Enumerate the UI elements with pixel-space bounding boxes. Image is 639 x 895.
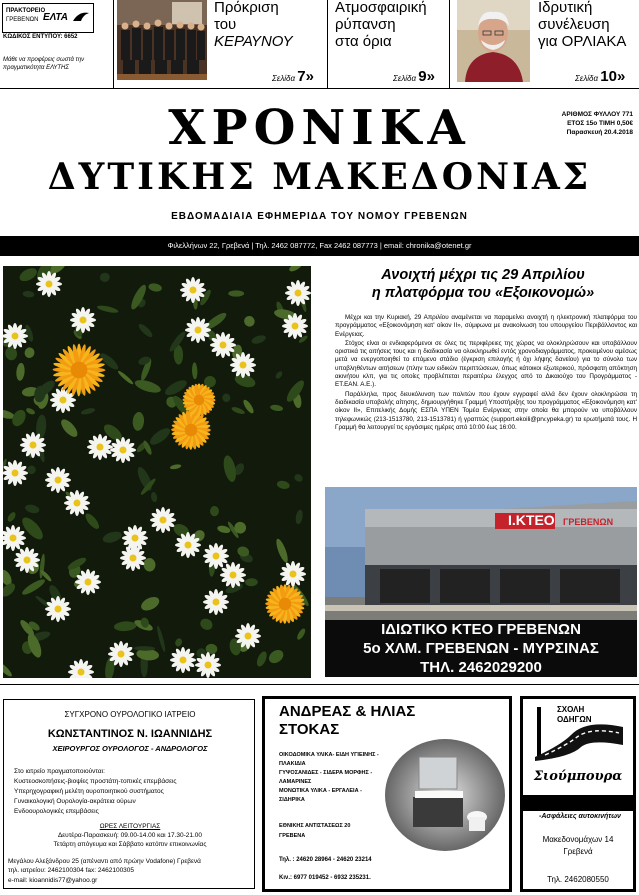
issue-date: Παρασκευή 20.4.2018 (566, 129, 633, 136)
store-name: ΑΝΔΡΕΑΣ & ΗΛΙΑΣ (279, 703, 416, 720)
page-arrow: » (616, 68, 626, 85)
school-owner: Σιούμπουρα (533, 769, 623, 784)
page-label: Σελίδα (575, 74, 599, 83)
services-intro: Στο ιατρείο πραγματοποιούνται: (14, 768, 105, 775)
service-item: Υπερηχογραφική μελέτη ουροποιητικού συστήματος (14, 788, 164, 795)
school-phone: Τηλ. 2462080550 (547, 875, 609, 884)
teaser-line: του (214, 16, 237, 33)
team-photo (117, 0, 207, 80)
headline-line: Ανοιχτή μέχρι τις 29 Απριλίου (381, 267, 585, 283)
goods-item: ΠΛΑΚΙΔΙΑ (279, 761, 306, 767)
clinic-address: Μεγάλου Αλεξάνδρου 25 (απέναντι από πρώην Vodafone) Γρεβενά (8, 858, 201, 865)
school-city: Γρεβενά (563, 847, 593, 856)
page-number: 9 (418, 68, 427, 85)
elta-bird-icon (71, 7, 91, 27)
teaser-line: Ατμοσφαιρική (335, 0, 427, 16)
ktco-ad[interactable] (325, 487, 637, 677)
flowers-illustration (3, 266, 311, 678)
motto: Μάθε να προφέρεις σωστά την πραγματικότητα ΕΛΥΤΗΣ (3, 57, 85, 71)
ad-heading: ΣΥΓΧΡΟΝΟ ΟΥΡΟΛΟΓΙΚΟ ΙΑΤΡΕΙΟ (64, 710, 196, 719)
insurance-line: -Ασφάλειες αυτοκινήτων (539, 813, 621, 820)
teaser-keravnos[interactable] (214, 0, 324, 50)
doctor-title: ΧΕΙΡΟΥΡΓΟΣ ΟΥΡΟΛΟΓΟΣ - ΑΝΔΡΟΛΟΓΟΣ (52, 744, 208, 753)
masthead-tagline: ΕΒΔΟΜΑΔΙΑΙΑ ΕΦΗΜΕΡΙΔΑ ΤΟΥ ΝΟΜΟΥ ΓΡΕΒΕΝΩΝ (171, 211, 468, 222)
goods-list (279, 751, 389, 805)
goods-item: ΟΙΚΟΔΟΜΙΚΑ ΥΛΙΚΑ- ΕΙΔΗ ΥΓΙΕΙΝΗΣ - (279, 752, 379, 758)
teaser-line: συνέλευση (538, 16, 610, 33)
clinic-email: e-mail: kioannidis77@yahoo.gr (8, 877, 98, 884)
goods-item: ΣΙΔΗΡΙΚΑ (279, 797, 305, 803)
service-item: Κυστεοσκοπήσεις-βιοψίες προστάτη-τοπικές επεμβάσεις (14, 778, 177, 785)
store-mobile: Κιν.: 6977 019452 - 6932 235231. (279, 875, 371, 881)
elta-brand: ΕΛΤΑ (43, 12, 69, 23)
story-paragraph: Στόχος είναι οι ενδιαφερόμενοι σε όλες τις περιφέρειες της χώρας να ολοκληρώσουν και υποβάλλουν οριστικά τις αιτήσεις τους και η διαδικασία να ολοκληρωθεί εντός χρονοδιαγράμματος, προκειμένου αμέσως μετά να ενεργοποιηθεί το επόμενο στάδιο (έγκριση επιλογής ή όχι λήψης δανείου) για το σύνολο των υποβληθέντων αιτήσεων (πλην των ειδικών περιπτώσεων, όπως κάτοικοι εξωτερικού, πρόσφατη απόκτηση ακινήτου κλπ, για τις οποίες προβλέπεται περαιτέρω έλεγχος από το Δικαιούχο του Προγράμματος - ΕΤ.ΕΑΝ. Α.Ε.). (335, 339, 637, 389)
store-address: ΕΘΝΙΚΗΣ ΑΝΤΙΣΤΑΣΕΩΣ 20 (279, 823, 351, 829)
teaser-line: ρύπανση (335, 16, 396, 33)
urology-ad[interactable] (3, 699, 255, 889)
teaser-page-ref[interactable] (575, 68, 625, 85)
service-item: Ενδοουρολογικές επεμβάσεις (14, 808, 99, 815)
teaser-line: για ΟΡΛΙΑΚΑ (538, 33, 627, 50)
ktco-phone: ΤΗΛ. 2462029200 (420, 659, 542, 676)
address-bar: Φιλελλήνων 22, Γρεβενά | Τηλ. 2462 087772, Fax 2462 087773 | email: chronika@otenet.gr (0, 236, 639, 256)
ktco-address: 5ο ΧΛΜ. ΓΡΕΒΕΝΩΝ - ΜΥΡΣΙΝΑΣ (363, 640, 599, 657)
issue-number: ΑΡΙΘΜΟΣ ΦΥΛΛΟΥ 771 (561, 111, 633, 118)
teaser-orliaka[interactable] (538, 0, 638, 50)
hours-title: ΩΡΕΣ ΛΕΙΤΟΥΡΓΙΑΣ (99, 823, 161, 830)
stokas-ad[interactable] (262, 696, 512, 892)
page-arrow: » (426, 68, 435, 85)
issue-info (562, 110, 633, 137)
headline-line: η πλατφόρμα του «Εξοικονομώ» (371, 285, 595, 301)
clinic-phones: τηλ. ιατρείου: 2462100304 fax: 2462100305 (8, 867, 135, 874)
page-label: Σελίδα (272, 74, 296, 83)
bathroom-photo (385, 739, 505, 851)
page-arrow: » (305, 68, 314, 85)
portrait-photo (457, 0, 530, 82)
school-label: ΣΧΟΛΗ (557, 705, 585, 714)
doctor-name: ΚΩΝΣΤΑΝΤΙΝΟΣ Ν. ΙΩΑΝΝΙΔΗΣ (47, 728, 213, 740)
flowers-photo (3, 266, 311, 678)
goods-item: ΜΟΝΩΤΙΚΑ ΥΛΙΚΑ - ΕΡΓΑΛΕΙΑ - (279, 788, 362, 794)
hours-line: Δευτέρα-Παρασκευή: 09.00-14.00 και 17.30-21.00 (57, 832, 203, 839)
masthead-subtitle: ΔΥΤΙΚΗΣ ΜΑΚΕΔΟΝΙΑΣ (47, 156, 592, 198)
ktco-name: ΙΔΙΩΤΙΚΟ ΚΤΕΟ ΓΡΕΒΕΝΩΝ (381, 621, 581, 638)
teaser-line: ΚΕΡΑΥΝΟΥ (214, 33, 293, 50)
story-paragraph: Μέχρι και την Κυριακή, 29 Απριλίου αναμένεται να παραμείνει ανοιχτή η ηλεκτρονική πλατφόρμα του προγράμματος «Εξοικονόμηση κατ' οίκον ΙΙ», σύμφωνα με ανακοίνωση του υπουργείου Περιβάλλοντος και Ενέργειας. (335, 314, 637, 338)
teaser-page-ref[interactable] (272, 68, 314, 85)
service-item: Γυναικολογική Ουρολογία-ακράτεια ούρων (14, 798, 136, 805)
school-label-2: ΟΔΗΓΩΝ (557, 715, 592, 724)
driving-school-ad[interactable] (520, 696, 636, 892)
teaser-pollution[interactable] (335, 0, 447, 50)
elta-label-city: ΓΡΕΒΕΝΩΝ (6, 17, 39, 23)
store-phone: Τηλ. : 24620 28964 - 24620 23214 (279, 857, 372, 863)
page-number: 10 (600, 68, 617, 85)
story-paragraph: Παράλληλα, προς διευκόλυνση των πολιτών που έχουν εγγραφεί αλλά δεν έχουν ολοκληρώσει τη διαδικασία υποβολής αίτησης, δημιουργήθηκε Γραμμή Υποστήριξης του προγράμματος «Εξοικονόμηση κατ' οίκον ΙΙ», Επιτελικής Δομής ΕΣΠΑ ΥΠΕΝ Τομέα Ενέργειας στην οποία θα μπορούν να υποβάλλουν τηλεφωνικώς (213-1513780, 213-1513781) ή γραπτώς (support.ekoili@prv.ypeka.gr) τα ερωτήματά τους. Η Γραμμή θα λειτουργεί τις εργάσιμες ημέρες από 10:00 έως 16:00. (335, 390, 637, 431)
school-street: Μακεδονομάχων 14 (542, 835, 614, 844)
page-label: Σελίδα (393, 74, 417, 83)
page-number: 7 (297, 68, 306, 85)
ktco-caption (325, 620, 637, 677)
story-body (335, 314, 637, 433)
publication-code: ΚΩΔΙΚΟΣ ΕΝΤΥΠΟΥ: 6652 (3, 34, 78, 40)
elta-stamp (2, 3, 94, 33)
store-city: ΓΡΕΒΕΝΑ (279, 833, 306, 839)
ktco-sign: Ι.ΚΤΕΟ (508, 512, 555, 528)
teaser-line: στα όρια (335, 33, 392, 50)
issue-year-price: ΕΤΟΣ 15ο ΤΙΜΗ 0,50€ (567, 120, 633, 127)
story-headline (330, 266, 636, 302)
teaser-line: Πρόκριση (214, 0, 279, 16)
goods-item: ΓΥΨΟΣΑΝΙΔΕΣ - ΣΙΔΕΡΑ ΜΟΡΦΗΣ - (279, 770, 373, 776)
masthead-title: ΧΡΟΝΙΚΑ (168, 100, 471, 156)
ktco-sign-city: ΓΡΕΒΕΝΩΝ (563, 517, 614, 527)
goods-item: ΛΑΜΑΡΙΝΕΣ (279, 779, 312, 785)
teaser-line: Ιδρυτική (538, 0, 593, 16)
elta-label: ΠΡΑΚΤΟΡΕΙΟ (6, 8, 46, 14)
store-surname: ΣΤΟΚΑΣ (279, 721, 340, 738)
hours-line: Τετάρτη απόγευμα και Σάββατο κατόπιν επικοινωνίας (53, 841, 207, 848)
teaser-page-ref[interactable] (393, 68, 435, 85)
